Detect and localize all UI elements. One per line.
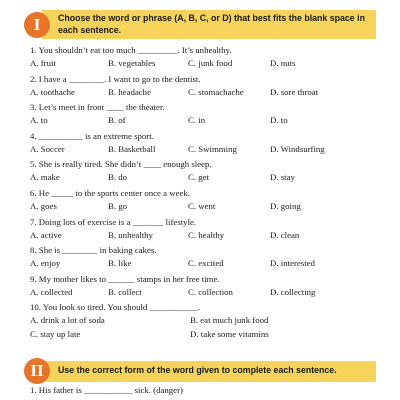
section-1-header bbox=[24, 10, 376, 39]
answer-option: C. stay up late bbox=[30, 328, 81, 339]
answer-option: D. clean bbox=[270, 229, 300, 240]
answer-option: A. collected bbox=[30, 286, 73, 297]
question-stem: 6. He _____ to the sports center once a week. bbox=[30, 187, 191, 198]
answer-option: D. going bbox=[270, 200, 301, 211]
answer-option: B. vegetables bbox=[108, 58, 156, 68]
answer-option: B. headache bbox=[108, 86, 151, 97]
question-stem: 8. She is ________ in baking cakes. bbox=[30, 245, 157, 256]
answer-options bbox=[30, 200, 380, 213]
answer-option: A. Soccer bbox=[30, 143, 65, 154]
answer-option: C. collection bbox=[188, 286, 233, 297]
question-item bbox=[30, 158, 380, 187]
answer-option: B. unhealthy bbox=[108, 229, 153, 240]
answer-option: A. goes bbox=[30, 200, 57, 211]
section-2-instruction: Use the correct form of the word given to complete each sentence. bbox=[42, 361, 376, 382]
answer-option: A. active bbox=[30, 229, 62, 240]
answer-option: A. to bbox=[30, 115, 48, 126]
question-item bbox=[30, 301, 380, 341]
answer-options bbox=[30, 171, 380, 184]
answer-option: C. junk food bbox=[188, 58, 233, 68]
question-item bbox=[30, 130, 380, 159]
question-stem: 10. You look so tired. You should ___________. bbox=[30, 302, 201, 313]
answer-option: C. Swimming bbox=[188, 143, 237, 154]
answer-option: C. get bbox=[188, 172, 210, 183]
answer-options bbox=[30, 114, 380, 127]
answer-option: B. Basketball bbox=[108, 143, 156, 154]
answer-option: C. stomachache bbox=[188, 86, 244, 97]
question-item bbox=[30, 187, 380, 216]
answer-option: D. sore throat bbox=[270, 86, 319, 97]
answer-option: A. toothache bbox=[30, 86, 75, 97]
question-stem: 5. She is really tired. She didn’t ____ enough sleep. bbox=[30, 159, 212, 170]
answer-option: C. went bbox=[188, 200, 216, 211]
question-item bbox=[30, 44, 380, 73]
question-stem: 1. You shouldn’t eat too much _________. It’s unhealthy. bbox=[30, 45, 232, 55]
section-1-instruction: Choose the word or phrase (A, B, C, or D) that best fits the blank space in each sentence. bbox=[42, 10, 376, 39]
answer-options bbox=[30, 229, 380, 242]
section-2-header bbox=[24, 358, 376, 384]
answer-option: A. make bbox=[30, 172, 60, 183]
question-stem: 7. Doing lots of exercise is a _______ lifestyle. bbox=[30, 216, 197, 227]
answer-options bbox=[30, 57, 380, 70]
answer-option: B. like bbox=[108, 258, 132, 269]
answer-option: C. excited bbox=[188, 258, 224, 269]
answer-options bbox=[30, 314, 380, 341]
question-stem: 9. My mother likes to ______ stamps in her free time. bbox=[30, 273, 220, 284]
answer-option: D. take some vitamins bbox=[190, 328, 269, 339]
answer-option: A. enjoy bbox=[30, 258, 61, 269]
answer-option: D. stay bbox=[270, 172, 295, 183]
question-item bbox=[30, 73, 380, 102]
answer-option: B. collect bbox=[108, 286, 142, 297]
answer-option: C. healthy bbox=[188, 229, 225, 240]
question-item bbox=[30, 101, 380, 130]
answer-option: B. go bbox=[108, 200, 128, 211]
answer-options bbox=[30, 286, 380, 299]
question-stem: 4. __________ is an extreme sport. bbox=[30, 130, 154, 141]
question-item bbox=[30, 216, 380, 245]
question-stem: 2. I have a ________. I want to go to the dentist. bbox=[30, 73, 201, 84]
question-stem: 3. Let’s meet in front ____ the theater. bbox=[30, 102, 165, 113]
section-1-numeral: I bbox=[24, 12, 50, 38]
answer-option: A. fruit bbox=[30, 58, 56, 68]
answer-option: D. to bbox=[270, 115, 288, 126]
section-1-questions bbox=[30, 44, 380, 341]
section-2-question-1: 1. His father is ___________ sick. (danger) bbox=[30, 385, 183, 395]
answer-option: D. nuts bbox=[270, 58, 296, 68]
answer-options bbox=[30, 257, 380, 270]
section-2-numeral: II bbox=[24, 358, 50, 384]
answer-option: B. eat much junk food bbox=[190, 315, 269, 326]
question-item bbox=[30, 244, 380, 273]
answer-option: D. collecting bbox=[270, 286, 316, 297]
answer-option: D. Windsurfing bbox=[270, 143, 325, 154]
answer-option: A. drink a lot of soda bbox=[30, 315, 105, 326]
answer-option: D. interested bbox=[270, 258, 315, 269]
answer-option: B. do bbox=[108, 172, 128, 183]
question-item bbox=[30, 273, 380, 302]
answer-options bbox=[30, 86, 380, 99]
answer-option: C. in bbox=[188, 115, 206, 126]
answer-options bbox=[30, 143, 380, 156]
answer-option: B. of bbox=[108, 115, 126, 126]
